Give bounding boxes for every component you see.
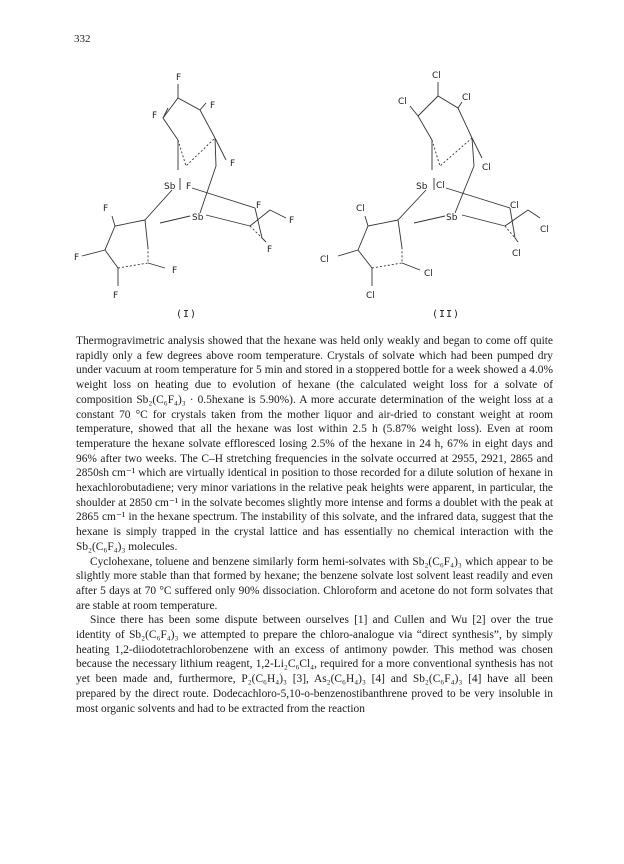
atom-f-inner: F [186, 182, 192, 192]
paragraph-thermogravimetric: Thermogravimetric analysis showed that the hexane was held only weakly and began to come off quite rapidly only a few degrees above room temperature. Crystals of solvate which had been pumped dry under vacuum at room temperature for 5 min and stored in a stoppered bottle for a week showed a 4.0% weight loss on heating due to evolution of hexane (the calculated weight loss for a solvate of composition Sb₂(C₆F₄)₃ · 0.5hexane is 5.90%). A more accurate determination of the weight loss at a constant 70 °C for crystals taken from the mother liquor and air-dried to constant weight at room temperature, showed that all the hexane was lost within 2.5 h (5.87% weight loss). Even at room temperature the hexane solvate effloresced losing 2.5% of the hexane in 24 h, 67% in eight days and 96% after two weeks. The C–H stretching frequencies in the solvate occurred at 2955, 2921, 2865 and 2850sh cm⁻¹ which are virtually identical in position to those recorded for a dilute solution of hexane in hexachlorobutadiene; very minor variations in the relative peak heights were apparent, in particular, the shoulder at 2850 cm⁻¹ in the solvate becomes slightly more intense and forms a doublet with the peak at 2865 cm⁻¹ in the hexane spectrum. The instability of this solvate, and the infrared data, suggest that the hexane is simply trapped in the crystal lattice and has essentially no chemical interaction with the Sb₂(C₆F₄)₃ molecules. [76, 335, 553, 553]
atom-sb-upper: Sb [164, 182, 176, 192]
atom-cl-r2: Cl [540, 225, 549, 235]
figure-label-i: (I) [176, 309, 198, 320]
atom-cl-l2: Cl [424, 269, 433, 279]
figure-label-ii: (II) [432, 309, 461, 320]
atom-cl-r1: Cl [510, 201, 519, 211]
atom-f-mid: F [230, 159, 236, 169]
atom-f-ring: F [103, 204, 109, 214]
atom-cl-l3: Cl [366, 291, 375, 301]
atom-cl-right: Cl [462, 93, 471, 103]
atom-cl-ring: Cl [356, 204, 365, 214]
atom-f-l2: F [172, 266, 178, 276]
paragraph-hemi-solvates: Cyclohexane, toluene and benzene similarly form hemi-solvates with Sb₂(C₆F₄)₃ which appear to be slightly more stable than that formed by hexane; the benzene solvate lost solvent least readily and even after 5 days at 70 °C suffered only 90% dissociation. Chloroform and acetone do not form solvates that are stable at room temperature. [76, 555, 553, 612]
atom-f-right: F [210, 101, 216, 111]
page-number: 332 [74, 33, 91, 45]
atom-cl-r3: Cl [512, 249, 521, 259]
body-text [76, 334, 553, 716]
atom-cl-inner: Cl [436, 181, 445, 191]
structure-ii [320, 71, 549, 301]
atom-cl-top: Cl [432, 71, 441, 81]
atom-sb-upper-ii: Sb [416, 182, 428, 192]
atom-f-r3: F [267, 245, 273, 255]
paragraph-direct-synthesis: Since there has been some dispute between ourselves [1] and Cullen and Wu [2] over the true identity of Sb₂(C₆F₄)₃ we attempted to prepare the chloro-analogue via “direct synthesis”, by simply heating 1,2-diiodotetrachlorobenzene with an excess of antimony powder. This method was chosen because the necessary lithium reagent, 1,2-Li₂C₆Cl₄, required for a more conventional synthesis has not yet been made and, furthermore, P₂(C₆H₄)₃ [3], As₂(C₆H₄)₃ [4] and Sb₂(C₆F₄)₃ [4] have all been prepared by the direct route. Dodecachloro-5,10-o-benzenostibanthrene proved to be very insoluble in most organic solvents and had to be extracted from the reaction [76, 614, 553, 715]
atom-f-r1: F [256, 201, 262, 211]
atom-cl-mid: Cl [482, 163, 491, 173]
atom-f-left: F [152, 111, 158, 121]
atom-sb-lower-ii: Sb [446, 213, 458, 223]
atom-f-top: F [176, 73, 182, 83]
atom-f-r2: F [289, 216, 295, 226]
atom-cl-l1: Cl [320, 255, 329, 265]
atom-f-l1: F [74, 253, 80, 263]
atom-f-l3: F [113, 291, 119, 301]
atom-cl-left: Cl [398, 97, 407, 107]
atom-sb-lower: Sb [192, 213, 204, 223]
structure-i [74, 73, 294, 301]
figure-structures [0, 58, 624, 334]
structure-diagrams [0, 58, 624, 334]
